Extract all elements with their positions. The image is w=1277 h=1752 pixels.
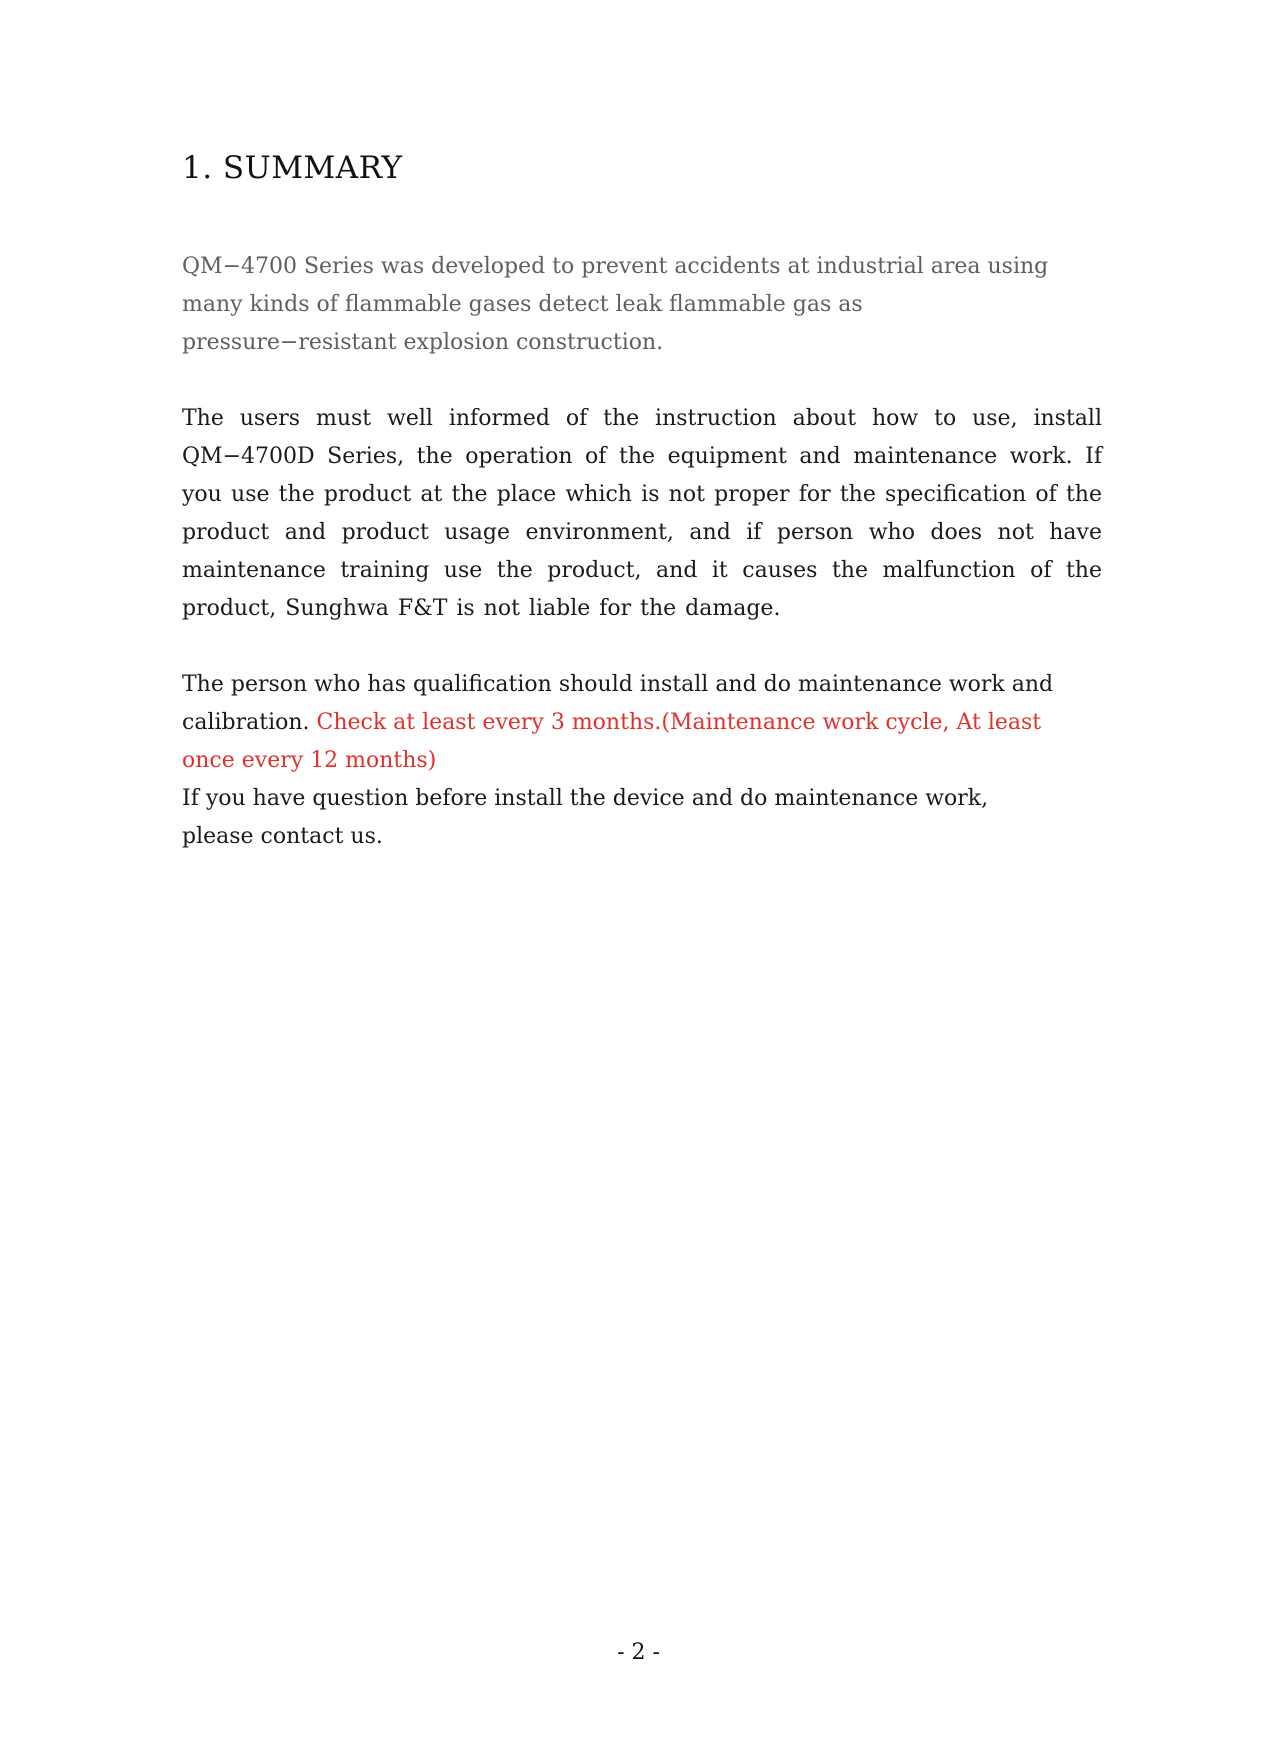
overview-line: pressure−resistant explosion construction. (182, 330, 664, 355)
page-number: - 2 - (617, 1640, 660, 1665)
summary-content (182, 248, 1102, 856)
overview-line: many kinds of flammable gases detect leak flammable gas as (182, 292, 863, 317)
paragraph-user-notice: The users must well informed of the instruction about how to use, install QM−4700D Series, the operation of the equipment and maintenance work. If you use the product at the place which is not proper for the specification of the product and product usage environment, and if person who does not have maintenance training use the product, and it causes the malfunction of the product, Sunghwa F&T is not liable for the damage. (182, 406, 1102, 621)
contact-line: please contact us. (182, 824, 383, 849)
paragraph-overview (182, 248, 1072, 362)
contact-line: If you have question before install the device and do maintenance work, (182, 786, 989, 811)
maintenance-cycle-highlight: Check at least every 3 months.(Maintenance work cycle, At least once every 12 months) (182, 710, 1042, 773)
overview-line: QM−4700 Series was developed to prevent accidents at industrial area using (182, 254, 1049, 279)
paragraph-maintenance (182, 666, 1072, 856)
maintenance-intro: The person who has qualification should install and do maintenance work and calibration. (182, 672, 1054, 735)
section-heading: 1. SUMMARY (182, 150, 403, 186)
